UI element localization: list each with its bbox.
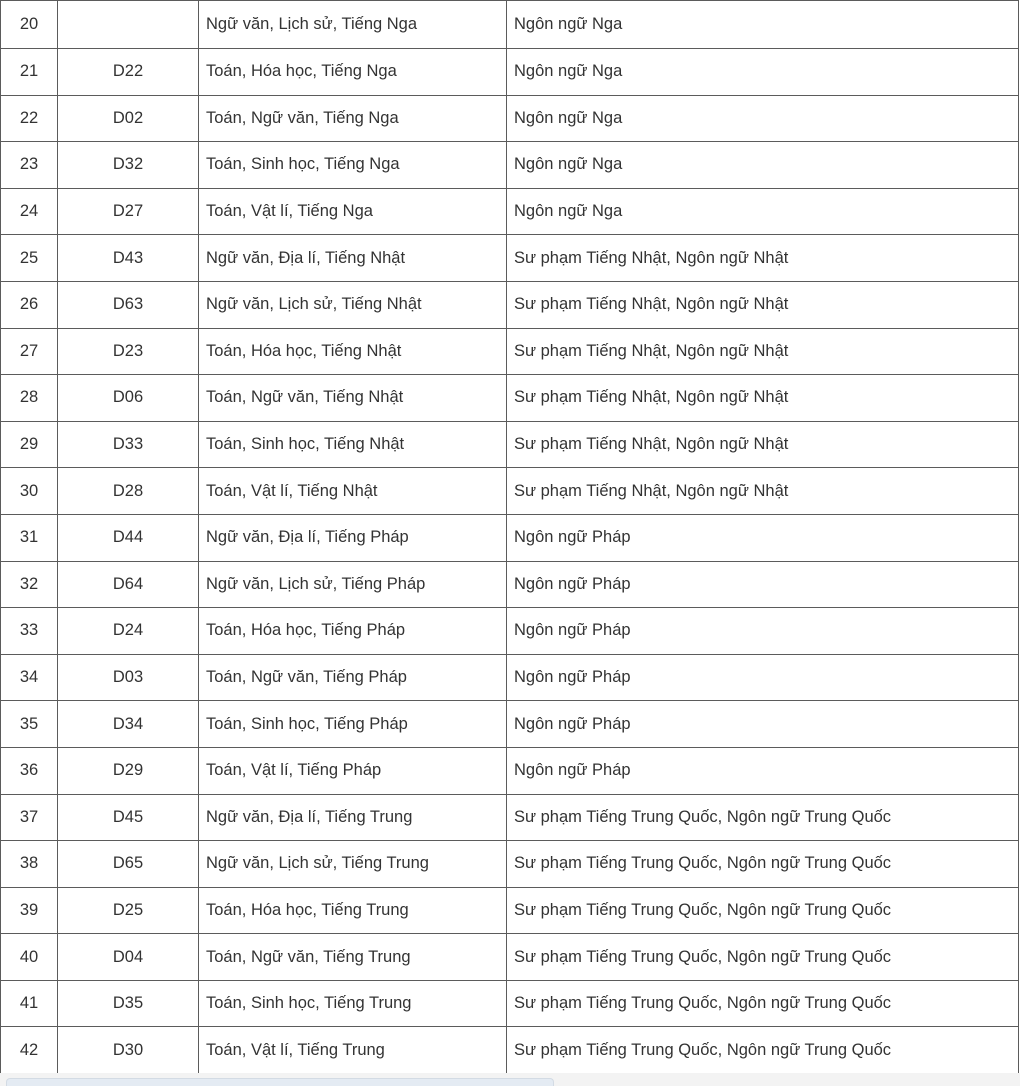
row-number-cell: 35: [1, 701, 58, 748]
major-cell: Ngôn ngữ Nga: [507, 49, 1019, 96]
row-number-cell: 23: [1, 142, 58, 189]
row-number-cell: 33: [1, 608, 58, 655]
table-row: [1, 421, 1019, 468]
subjects-cell: Toán, Vật lí, Tiếng Nga: [199, 188, 507, 235]
major-cell: Sư phạm Tiếng Nhật, Ngôn ngữ Nhật: [507, 468, 1019, 515]
combination-code-cell: D06: [58, 375, 199, 422]
table-row: [1, 468, 1019, 515]
row-number-cell: 37: [1, 794, 58, 841]
table-row: [1, 95, 1019, 142]
combination-code-cell: D28: [58, 468, 199, 515]
table-row: [1, 887, 1019, 934]
row-number-cell: 32: [1, 561, 58, 608]
combination-code-cell: D43: [58, 235, 199, 282]
subjects-cell: Toán, Hóa học, Tiếng Nga: [199, 49, 507, 96]
major-cell: Sư phạm Tiếng Nhật, Ngôn ngữ Nhật: [507, 421, 1019, 468]
major-cell: Ngôn ngữ Nga: [507, 188, 1019, 235]
combination-code-cell: D04: [58, 934, 199, 981]
table-row: [1, 980, 1019, 1027]
subjects-cell: Toán, Sinh học, Tiếng Nga: [199, 142, 507, 189]
row-number-cell: 27: [1, 328, 58, 375]
major-cell: Sư phạm Tiếng Nhật, Ngôn ngữ Nhật: [507, 235, 1019, 282]
table-row: [1, 794, 1019, 841]
row-number-cell: 31: [1, 514, 58, 561]
combination-code-cell: D63: [58, 281, 199, 328]
subjects-cell: Toán, Ngữ văn, Tiếng Nhật: [199, 375, 507, 422]
combination-code-cell: D45: [58, 794, 199, 841]
row-number-cell: 28: [1, 375, 58, 422]
combination-code-cell: D25: [58, 887, 199, 934]
row-number-cell: 40: [1, 934, 58, 981]
combination-code-cell: D32: [58, 142, 199, 189]
table-row: [1, 841, 1019, 888]
subjects-cell: Toán, Sinh học, Tiếng Trung: [199, 980, 507, 1027]
major-cell: Ngôn ngữ Nga: [507, 142, 1019, 189]
subjects-cell: Toán, Vật lí, Tiếng Pháp: [199, 747, 507, 794]
subjects-cell: Toán, Sinh học, Tiếng Pháp: [199, 701, 507, 748]
subjects-cell: Toán, Vật lí, Tiếng Nhật: [199, 468, 507, 515]
major-cell: Ngôn ngữ Nga: [507, 95, 1019, 142]
row-number-cell: 38: [1, 841, 58, 888]
combination-code-cell: D34: [58, 701, 199, 748]
table-body: [1, 1, 1019, 1074]
subjects-cell: Ngữ văn, Địa lí, Tiếng Trung: [199, 794, 507, 841]
subjects-cell: Ngữ văn, Lịch sử, Tiếng Nga: [199, 1, 507, 49]
horizontal-scrollbar[interactable]: [6, 1078, 554, 1086]
table-row: [1, 281, 1019, 328]
combination-code-cell: D29: [58, 747, 199, 794]
combination-code-cell: D33: [58, 421, 199, 468]
subjects-cell: Ngữ văn, Lịch sử, Tiếng Trung: [199, 841, 507, 888]
major-cell: Ngôn ngữ Pháp: [507, 701, 1019, 748]
table-row: [1, 654, 1019, 701]
subjects-cell: Toán, Hóa học, Tiếng Nhật: [199, 328, 507, 375]
subjects-cell: Toán, Sinh học, Tiếng Nhật: [199, 421, 507, 468]
subjects-cell: Toán, Ngữ văn, Tiếng Nga: [199, 95, 507, 142]
major-cell: Sư phạm Tiếng Trung Quốc, Ngôn ngữ Trung Quốc: [507, 980, 1019, 1027]
combination-code-cell: D30: [58, 1027, 199, 1074]
major-cell: Ngôn ngữ Pháp: [507, 561, 1019, 608]
combination-code-cell: D64: [58, 561, 199, 608]
major-cell: Ngôn ngữ Pháp: [507, 747, 1019, 794]
combination-code-cell: D02: [58, 95, 199, 142]
major-cell: Ngôn ngữ Pháp: [507, 654, 1019, 701]
table-row: [1, 1, 1019, 49]
table-row: [1, 701, 1019, 748]
major-cell: Sư phạm Tiếng Nhật, Ngôn ngữ Nhật: [507, 281, 1019, 328]
combination-code-cell: D65: [58, 841, 199, 888]
row-number-cell: 25: [1, 235, 58, 282]
row-number-cell: 21: [1, 49, 58, 96]
major-cell: Sư phạm Tiếng Nhật, Ngôn ngữ Nhật: [507, 328, 1019, 375]
table-row: [1, 49, 1019, 96]
subjects-cell: Ngữ văn, Địa lí, Tiếng Nhật: [199, 235, 507, 282]
row-number-cell: 30: [1, 468, 58, 515]
table-row: [1, 514, 1019, 561]
table-row: [1, 375, 1019, 422]
table-row: [1, 235, 1019, 282]
combination-code-cell: D23: [58, 328, 199, 375]
subjects-cell: Toán, Ngữ văn, Tiếng Trung: [199, 934, 507, 981]
table-row: [1, 1027, 1019, 1074]
table-row: [1, 934, 1019, 981]
subjects-cell: Ngữ văn, Địa lí, Tiếng Pháp: [199, 514, 507, 561]
combination-code-cell: D24: [58, 608, 199, 655]
subjects-cell: Toán, Hóa học, Tiếng Pháp: [199, 608, 507, 655]
combination-code-cell: D22: [58, 49, 199, 96]
row-number-cell: 29: [1, 421, 58, 468]
subjects-cell: Ngữ văn, Lịch sử, Tiếng Nhật: [199, 281, 507, 328]
major-cell: Ngôn ngữ Pháp: [507, 608, 1019, 655]
major-cell: Sư phạm Tiếng Trung Quốc, Ngôn ngữ Trung Quốc: [507, 794, 1019, 841]
table-row: [1, 142, 1019, 189]
major-cell: Ngôn ngữ Nga: [507, 1, 1019, 49]
combination-code-cell: D44: [58, 514, 199, 561]
table-row: [1, 608, 1019, 655]
row-number-cell: 42: [1, 1027, 58, 1074]
major-cell: Sư phạm Tiếng Trung Quốc, Ngôn ngữ Trung Quốc: [507, 1027, 1019, 1074]
table-row: [1, 747, 1019, 794]
subjects-cell: Ngữ văn, Lịch sử, Tiếng Pháp: [199, 561, 507, 608]
combination-code-cell: D27: [58, 188, 199, 235]
table-row: [1, 328, 1019, 375]
major-cell: Sư phạm Tiếng Trung Quốc, Ngôn ngữ Trung Quốc: [507, 934, 1019, 981]
subjects-cell: Toán, Vật lí, Tiếng Trung: [199, 1027, 507, 1074]
row-number-cell: 22: [1, 95, 58, 142]
major-cell: Sư phạm Tiếng Trung Quốc, Ngôn ngữ Trung Quốc: [507, 841, 1019, 888]
row-number-cell: 41: [1, 980, 58, 1027]
subjects-cell: Toán, Hóa học, Tiếng Trung: [199, 887, 507, 934]
table-row: [1, 561, 1019, 608]
combination-code-cell: D35: [58, 980, 199, 1027]
subjects-cell: Toán, Ngữ văn, Tiếng Pháp: [199, 654, 507, 701]
major-cell: Ngôn ngữ Pháp: [507, 514, 1019, 561]
row-number-cell: 39: [1, 887, 58, 934]
row-number-cell: 34: [1, 654, 58, 701]
row-number-cell: 26: [1, 281, 58, 328]
major-cell: Sư phạm Tiếng Trung Quốc, Ngôn ngữ Trung Quốc: [507, 887, 1019, 934]
row-number-cell: 36: [1, 747, 58, 794]
combination-code-cell: D03: [58, 654, 199, 701]
row-number-cell: 24: [1, 188, 58, 235]
major-cell: Sư phạm Tiếng Nhật, Ngôn ngữ Nhật: [507, 375, 1019, 422]
combination-code-cell: [58, 1, 199, 49]
table-row: [1, 188, 1019, 235]
row-number-cell: 20: [1, 1, 58, 49]
